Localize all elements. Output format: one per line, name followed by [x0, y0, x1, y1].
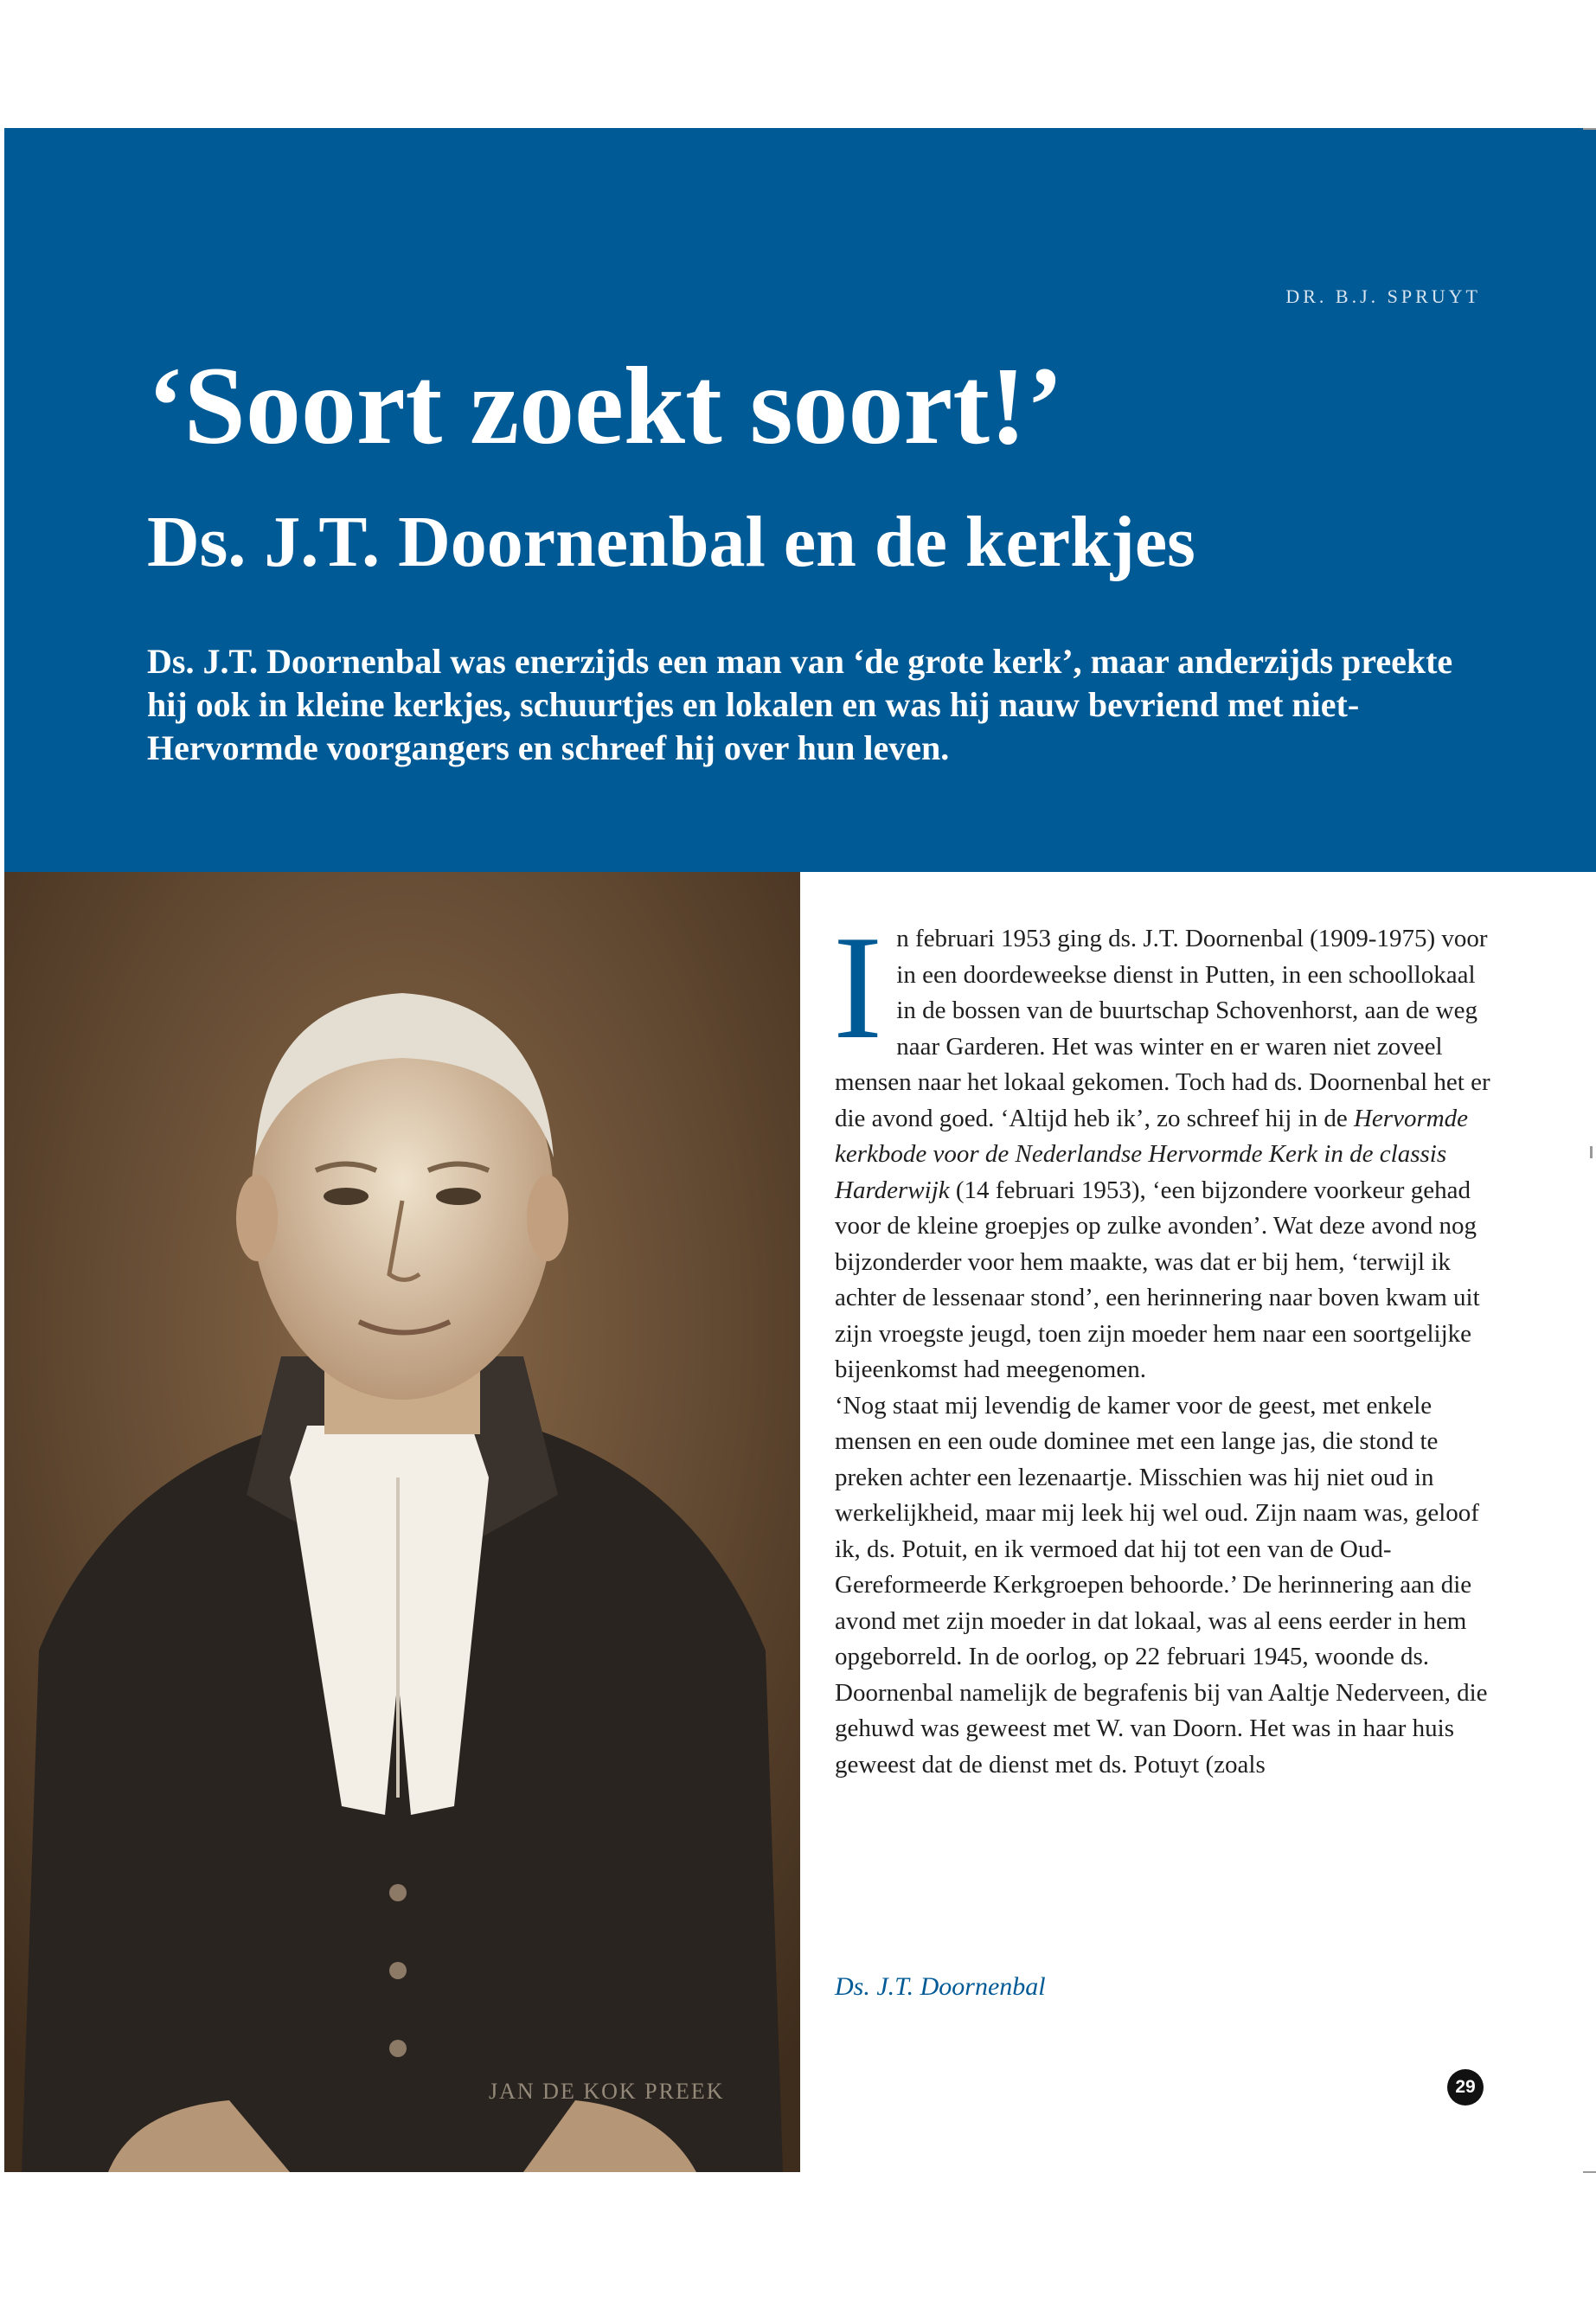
article-paragraph-2: ‘Nog staat mij levendig de kamer voor de geest, met enkele mensen en een oude dominee met een lange jas, die stond te preken achter een lezenaartje. Misschien was hij niet oud in werkelijkheid, maar mij leek hij wel oud. Zijn naam was, geloof ik, ds. Potuit, en ik vermoed dat hij tot een van de Oud-Gereformeerde Kerkgroepen behoorde.’ De herinnering aan die avond met zijn moeder in dat lokaal, was al eens eerder in hem opgeborreld. In de oorlog, op 22 februari 1945, woonde ds. Doornenbal namelijk de begrafenis bij van Aaltje Nederveen, die gehuwd was geweest met W. van Doorn. Het was in haar huis geweest dat de dienst met ds. Potuyt (zoals [835, 1391, 1488, 1779]
article-title: ‘Soort zoekt soort!’ [147, 344, 1064, 467]
page-number: 29 [1447, 2069, 1484, 2106]
article-subtitle: Ds. J.T. Doornenbal en de kerkjes [147, 502, 1195, 582]
crop-mark-mid [1590, 1146, 1593, 1158]
photo-caption: Ds. J.T. Doornenbal [835, 1972, 1046, 2001]
publication-title: Hervormde kerkbode voor de Nederlandse Hervormde Kerk in de classis Harderwijk [835, 1104, 1469, 1204]
photo-watermark: JAN DE KOK PREEK [489, 2079, 725, 2104]
crop-mark-bottom [1583, 2171, 1596, 2173]
article-body [833, 906, 1492, 1783]
crop-mark-top [1583, 128, 1596, 130]
portrait-illustration [4, 872, 800, 2172]
author-byline: DR. B.J. SPRUYT [1285, 285, 1481, 307]
article-paragraph-1: In februari 1953 ging ds. J.T. Doornenbal (1909-1975) voor in een doordeweekse dienst in Putten, in een schoollokaal in de bossen van de buurtschap Schovenhorst, aan de weg naar Garderen. Het was winter en er waren niet zoveel mensen naar het lokaal gekomen. Toch had ds. Doornenbal het er die avond goed. ‘Altijd heb ik’, zo schreef hij in de Hervormde kerkbode voor de Nederlandse Hervormde Kerk in de classis Harderwijk (14 februari 1953), ‘een bijzondere voorkeur gehad voor de kleine groepjes op zulke avonden’. Wat deze avond nog bijzonderder voor hem maakte, was dat er bij hem, ‘terwijl ik achter de lessenaar stond’, een herinnering naar boven kwam uit zijn vroegste jeugd, toen zijn moeder hem naar een soortgelijke bijeenkomst had meegenomen. [833, 906, 1490, 1383]
drop-cap: I [833, 906, 883, 1070]
portrait-photo [4, 872, 800, 2172]
article-lead: Ds. J.T. Doornenbal was enerzijds een man van ‘de grote kerk’, maar anderzijds preekte hij ook in kleine kerkjes, schuurtjes en lokalen en was hij nauw bevriend met niet-Hervormde voorgangers en schreef hij over hun leven. [147, 642, 1453, 767]
